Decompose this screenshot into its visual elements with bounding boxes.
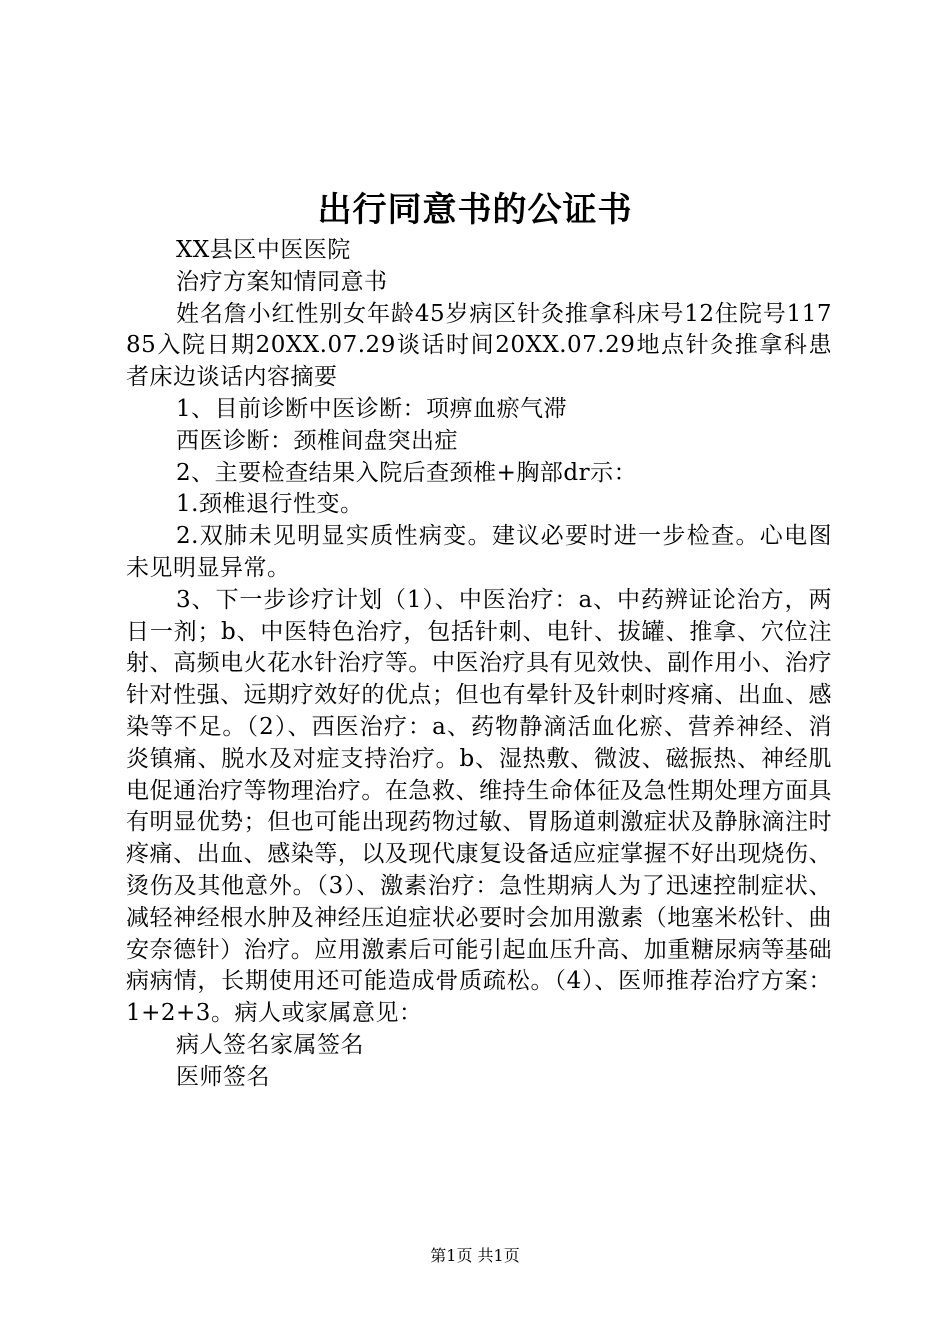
- treatment-plan: 3、下一步诊疗计划（1）、中医治疗：a、中药辨证论治方，两日一剂；b、中医特色治疗，包括针刺、电针、拔罐、推拿、穴位注射、高频电火花水针治疗等。中医治疗具有见效快、副作用小、治疗针对性强、远期疗效好的优点；但也有晕针及针刺时疼痛、出血、感染等不足。（2）、西医治疗：a、药物静滴活血化瘀、营养神经、消炎镇痛、脱水及对症支持治疗。b、湿热敷、微波、磁振热、神经肌电促通治疗等物理治疗。在急救、维持生命体征及急性期处理方面具有明显优势；但也可能出现药物过敏、胃肠道刺激症状及静脉滴注时疼痛、出血、感染等，以及现代康复设备适应症掌握不好出现烧伤、烫伤及其他意外。（3）、激素治疗：急性期病人为了迅速控制症状、减轻神经根水肿及神经压迫症状必要时会加用激素（地塞米松针、曲安奈德针）治疗。应用激素后可能引起血压升高、加重糖尿病等基础病病情，长期使用还可能造成骨质疏松。（4）、医师推荐治疗方案：1+2+3。病人或家属意见：: [126, 586, 832, 1027]
- doctor-signature: 医师签名: [176, 1063, 270, 1090]
- patient-info: 姓名詹小红性别女年龄45岁病区针灸推拿科床号12住院号11785入院日期20XX.07.29谈话时间20XX.07.29地点针灸推拿科患者床边谈话内容摘要: [126, 300, 832, 391]
- form-name: 治疗方案知情同意书: [176, 268, 388, 295]
- tcm-diagnosis: 1、目前诊断中医诊断：项痹血瘀气滞: [176, 395, 568, 422]
- exam-results-heading: 2、主要检查结果入院后查颈椎+胸部dr示：: [176, 459, 638, 486]
- western-diagnosis: 西医诊断：颈椎间盘突出症: [176, 427, 458, 454]
- exam-result-2: 2.双肺未见明显实质性病变。建议必要时进一步检查。心电图未见明显异常。: [126, 523, 832, 581]
- exam-result-1: 1.颈椎退行性变。: [176, 491, 364, 518]
- document-body: [126, 235, 832, 1094]
- patient-family-signature: 病人签名家属签名: [176, 1031, 364, 1058]
- page-footer: 第1页 共1页: [430, 1246, 520, 1265]
- document-title: 出行同意书的公证书: [317, 190, 633, 230]
- hospital-name: XX县区中医医院: [176, 237, 351, 263]
